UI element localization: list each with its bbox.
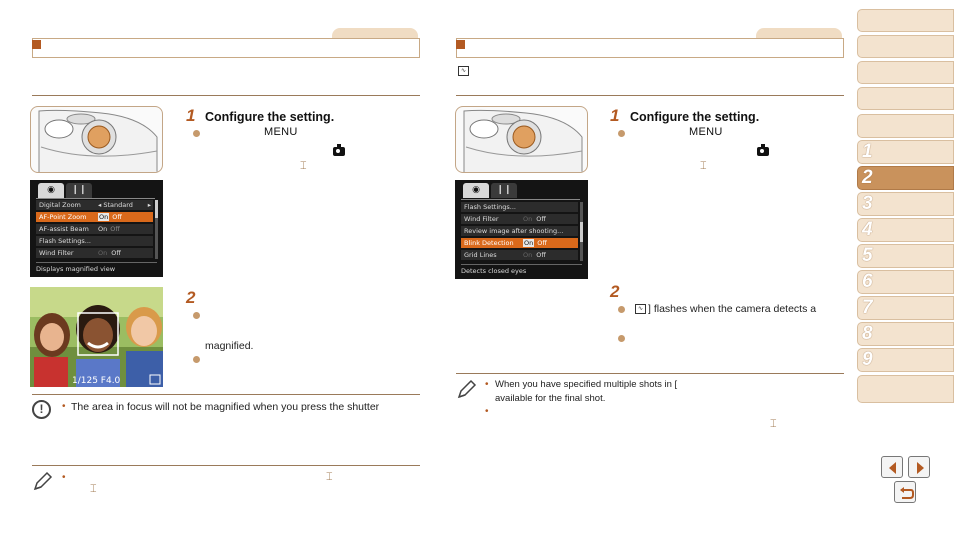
menu-help-text-right: Detects closed eyes bbox=[461, 267, 527, 275]
right-section-rule bbox=[456, 95, 844, 96]
shooting-tab bbox=[38, 183, 64, 198]
camera-tab-icon: ◉ bbox=[47, 185, 55, 195]
right-note-page-ref-icon: ⌶ bbox=[770, 418, 777, 430]
sidebar-chapter-9-number: 9 bbox=[862, 349, 873, 370]
blink-icon-inline: ∿ bbox=[635, 304, 646, 314]
menu-row-review-image[interactable]: Review image after shooting... bbox=[461, 226, 578, 237]
right-section-marker bbox=[456, 40, 465, 49]
tools-tab-icon-right: ❙❙ bbox=[496, 185, 512, 195]
right-step2-bullet1 bbox=[618, 306, 625, 313]
blink-detection-icon: ∿ bbox=[458, 66, 469, 76]
camera-body-drawing-right bbox=[456, 107, 588, 173]
sidebar-chapter-8-number: 8 bbox=[862, 323, 873, 344]
sidebar-chapter-4-number: 4 bbox=[862, 219, 873, 240]
sidebar-chapter-5-number: 5 bbox=[862, 245, 873, 266]
camera-body-drawing bbox=[31, 107, 163, 173]
sidebar-tab-chapters-header bbox=[857, 114, 954, 138]
left-section-rule bbox=[32, 95, 420, 96]
right-step2-number: 2 bbox=[610, 282, 620, 301]
right-note-line-1: When you have specified multiple shots in [ bbox=[495, 379, 678, 390]
menu-row-flash-settings[interactable]: Flash Settings... bbox=[36, 236, 153, 247]
sidebar-chapter-1-number: 1 bbox=[862, 141, 873, 162]
right-section-bar bbox=[456, 38, 844, 58]
children-photo-drawing bbox=[30, 287, 163, 387]
menu-scrollbar-right bbox=[580, 202, 583, 261]
sidebar-tab-before-use[interactable] bbox=[857, 35, 954, 58]
left-warning-bullet: • bbox=[62, 401, 66, 412]
left-step1-page-ref-icon: ⌶ bbox=[300, 160, 307, 172]
right-note-line-2: available for the final shot. bbox=[495, 393, 606, 404]
right-shooting-tab-icon bbox=[757, 147, 769, 156]
return-button[interactable] bbox=[894, 481, 916, 503]
left-step2-bullet1 bbox=[193, 312, 200, 319]
left-header-tab bbox=[332, 28, 418, 38]
sidebar-tab-appendix[interactable] bbox=[857, 375, 954, 403]
menu-row-af-assist-beam[interactable]: AF-assist Beam On Off bbox=[36, 224, 153, 235]
right-step1-page-ref-icon: ⌶ bbox=[700, 160, 707, 172]
arrow-right-icon bbox=[909, 457, 931, 479]
menu-row-blink-detection[interactable]: Blink Detection On Off bbox=[461, 238, 578, 249]
left-note-page-ref-icon-2: ⌶ bbox=[90, 483, 97, 495]
sidebar-chapter-2-number: 2 bbox=[862, 167, 873, 188]
pencil-note-icon-right bbox=[456, 378, 478, 400]
menu-help-text: Displays magnified view bbox=[36, 265, 116, 273]
setup-tab-right bbox=[491, 183, 517, 198]
left-menu-button-label: MENU bbox=[264, 126, 298, 138]
right-step1-title: Configure the setting. bbox=[630, 110, 760, 124]
left-menu-screen bbox=[30, 180, 163, 277]
sidebar-chapter-6-number: 6 bbox=[862, 271, 873, 292]
left-step1-number: 1 bbox=[186, 106, 196, 125]
menu-row-digital-zoom[interactable]: Digital Zoom ◂ Standard ▸ bbox=[36, 200, 153, 211]
left-section-bar bbox=[32, 38, 420, 58]
right-note-bullet-2: • bbox=[485, 406, 489, 417]
left-note-page-ref-icon-1: ⌶ bbox=[326, 471, 333, 483]
sidebar-chapter-3-number: 3 bbox=[862, 193, 873, 214]
left-step2-magnified-text: magnified. bbox=[205, 340, 254, 352]
left-camera-illustration bbox=[30, 106, 163, 173]
sidebar-tab-cover[interactable] bbox=[857, 9, 954, 32]
menu-row-grid-lines[interactable]: Grid Lines On Off bbox=[461, 250, 578, 261]
sidebar-tab-advanced-guide[interactable] bbox=[857, 87, 954, 110]
right-note-bullet-1: • bbox=[485, 379, 489, 390]
right-menu-screen bbox=[455, 180, 588, 279]
left-step1-title: Configure the setting. bbox=[205, 110, 335, 124]
focus-zoom-photo bbox=[30, 287, 163, 387]
right-menu-button-label: MENU bbox=[689, 126, 723, 138]
right-camera-illustration bbox=[455, 106, 588, 173]
camera-tab-icon-right: ◉ bbox=[472, 185, 480, 195]
menu-row-flash-settings-right[interactable]: Flash Settings... bbox=[461, 202, 578, 213]
sidebar-chapter-7-number: 7 bbox=[862, 297, 873, 318]
left-note-bullet: • bbox=[62, 472, 66, 483]
left-step2-bullet2 bbox=[193, 356, 200, 363]
shooting-tab-right bbox=[463, 183, 489, 198]
right-step2-bullet2 bbox=[618, 335, 625, 342]
left-shooting-tab-icon bbox=[333, 147, 345, 156]
tools-tab-icon: ❙❙ bbox=[71, 185, 87, 195]
setup-tab bbox=[66, 183, 92, 198]
menu-row-wind-filter-right[interactable]: Wind Filter On Off bbox=[461, 214, 578, 225]
right-note-rule bbox=[456, 373, 844, 374]
photo-overlay-status: 1/125 F4.0 bbox=[72, 376, 121, 386]
caution-icon: ! bbox=[32, 400, 51, 419]
arrow-left-icon bbox=[882, 457, 904, 479]
right-step2-flash-text: ] flashes when the camera detects a bbox=[648, 303, 817, 315]
menu-scrollbar bbox=[155, 200, 158, 259]
left-step2-number: 2 bbox=[186, 288, 196, 307]
left-note-rule bbox=[32, 465, 420, 466]
left-step1-bullet bbox=[193, 130, 200, 137]
right-step1-bullet bbox=[618, 130, 625, 137]
return-arrow-icon bbox=[895, 482, 917, 504]
left-warning-rule bbox=[32, 394, 420, 395]
left-section-marker bbox=[32, 40, 41, 49]
menu-row-af-point-zoom[interactable]: AF-Point Zoom On Off bbox=[36, 212, 153, 223]
right-header-tab bbox=[756, 28, 842, 38]
next-page-button[interactable] bbox=[908, 456, 930, 478]
menu-row-wind-filter[interactable]: Wind Filter On Off bbox=[36, 248, 153, 259]
previous-page-button[interactable] bbox=[881, 456, 903, 478]
right-step1-number: 1 bbox=[610, 106, 620, 125]
sidebar-tab-basic-guide[interactable] bbox=[857, 61, 954, 84]
pencil-note-icon bbox=[32, 470, 54, 492]
left-warning-text: The area in focus will not be magnified when you press the shutter bbox=[71, 401, 380, 413]
